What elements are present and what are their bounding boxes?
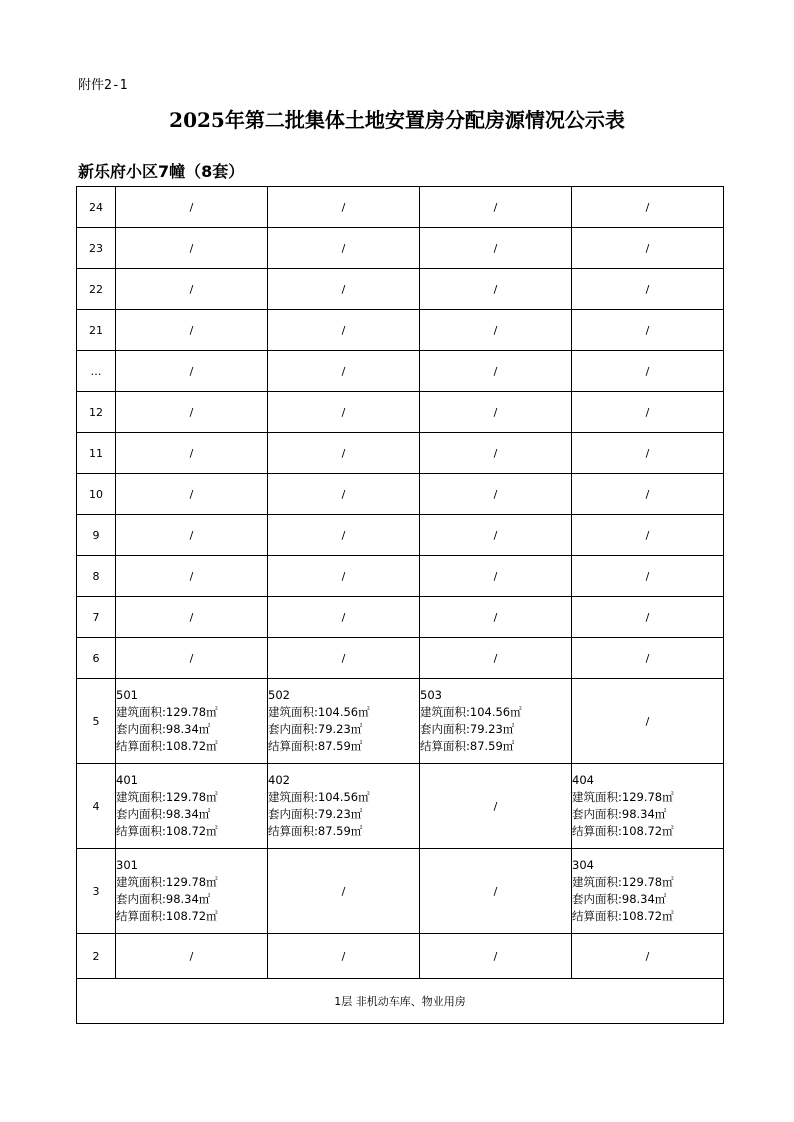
unit-number: 402 — [268, 773, 290, 787]
settlement-area: 结算面积:87.59㎡ — [268, 824, 363, 838]
floor-label: 24 — [77, 187, 116, 228]
unit-number: 503 — [420, 688, 442, 702]
ground-floor-note: 1层 非机动车库、物业用房 — [77, 979, 724, 1024]
table-row — [77, 556, 724, 597]
table-row — [77, 597, 724, 638]
settlement-area: 结算面积:87.59㎡ — [268, 739, 363, 753]
empty-cell: / — [116, 474, 268, 515]
table-row — [77, 187, 724, 228]
building-area: 建筑面积:129.78㎡ — [116, 875, 218, 889]
empty-cell: / — [420, 433, 572, 474]
unit-cell — [268, 764, 420, 849]
unit-cell — [572, 849, 724, 934]
settlement-area: 结算面积:108.72㎡ — [116, 824, 218, 838]
unit-number: 301 — [116, 858, 138, 872]
building-area: 建筑面积:104.56㎡ — [420, 705, 522, 719]
floor-label: 8 — [77, 556, 116, 597]
settlement-area: 结算面积:108.72㎡ — [116, 739, 218, 753]
empty-cell: / — [268, 934, 420, 979]
unit-cell — [268, 679, 420, 764]
empty-cell: / — [420, 597, 572, 638]
unit-cell — [116, 679, 268, 764]
empty-cell: / — [268, 310, 420, 351]
building-area: 建筑面积:129.78㎡ — [116, 790, 218, 804]
settlement-area: 结算面积:108.72㎡ — [116, 909, 218, 923]
empty-cell: / — [572, 556, 724, 597]
empty-cell: / — [572, 679, 724, 764]
empty-cell: / — [420, 187, 572, 228]
empty-cell: / — [116, 269, 268, 310]
empty-cell: / — [572, 392, 724, 433]
floor-label: 7 — [77, 597, 116, 638]
inner-area: 套内面积:98.34㎡ — [116, 722, 211, 736]
unit-cell — [116, 764, 268, 849]
empty-cell: / — [420, 351, 572, 392]
table-row — [77, 351, 724, 392]
settlement-area: 结算面积:87.59㎡ — [420, 739, 515, 753]
empty-cell: / — [116, 351, 268, 392]
empty-cell: / — [420, 934, 572, 979]
table-row — [77, 269, 724, 310]
floor-label: 12 — [77, 392, 116, 433]
building-area: 建筑面积:129.78㎡ — [572, 790, 674, 804]
table-row — [77, 228, 724, 269]
empty-cell: / — [572, 228, 724, 269]
empty-cell: / — [572, 310, 724, 351]
empty-cell: / — [116, 187, 268, 228]
unit-cell — [116, 849, 268, 934]
floor-label: 6 — [77, 638, 116, 679]
floor-label: … — [77, 351, 116, 392]
empty-cell: / — [116, 597, 268, 638]
housing-table — [76, 186, 724, 1024]
table-row — [77, 392, 724, 433]
empty-cell: / — [572, 351, 724, 392]
floor-label: 9 — [77, 515, 116, 556]
table-row — [77, 310, 724, 351]
empty-cell: / — [268, 638, 420, 679]
empty-cell: / — [420, 269, 572, 310]
building-area: 建筑面积:104.56㎡ — [268, 790, 370, 804]
table-row — [77, 679, 724, 764]
floor-label: 22 — [77, 269, 116, 310]
unit-number: 501 — [116, 688, 138, 702]
empty-cell: / — [572, 515, 724, 556]
empty-cell: / — [116, 515, 268, 556]
table-row — [77, 638, 724, 679]
table-row — [77, 849, 724, 934]
inner-area: 套内面积:79.23㎡ — [420, 722, 515, 736]
building-subtitle: 新乐府小区7幢（8套） — [78, 162, 245, 181]
empty-cell: / — [420, 474, 572, 515]
unit-number: 404 — [572, 773, 594, 787]
inner-area: 套内面积:98.34㎡ — [116, 892, 211, 906]
empty-cell: / — [420, 392, 572, 433]
building-area: 建筑面积:129.78㎡ — [572, 875, 674, 889]
empty-cell: / — [116, 228, 268, 269]
floor-label: 3 — [77, 849, 116, 934]
floor-label: 21 — [77, 310, 116, 351]
empty-cell: / — [420, 310, 572, 351]
unit-cell — [572, 764, 724, 849]
floor-label: 23 — [77, 228, 116, 269]
settlement-area: 结算面积:108.72㎡ — [572, 824, 674, 838]
inner-area: 套内面积:79.23㎡ — [268, 807, 363, 821]
empty-cell: / — [268, 515, 420, 556]
unit-number: 502 — [268, 688, 290, 702]
empty-cell: / — [420, 764, 572, 849]
building-area: 建筑面积:104.56㎡ — [268, 705, 370, 719]
empty-cell: / — [268, 269, 420, 310]
floor-label: 5 — [77, 679, 116, 764]
unit-number: 304 — [572, 858, 594, 872]
empty-cell: / — [572, 638, 724, 679]
attachment-label: 附件2-1 — [78, 78, 128, 93]
table-row — [77, 979, 724, 1024]
empty-cell: / — [572, 433, 724, 474]
floor-label: 10 — [77, 474, 116, 515]
table-row — [77, 433, 724, 474]
empty-cell: / — [420, 556, 572, 597]
table-row — [77, 764, 724, 849]
empty-cell: / — [572, 597, 724, 638]
empty-cell: / — [420, 515, 572, 556]
page-title: 2025年第二批集体土地安置房分配房源情况公示表 — [169, 108, 625, 132]
empty-cell: / — [268, 187, 420, 228]
empty-cell: / — [420, 228, 572, 269]
empty-cell: / — [420, 638, 572, 679]
empty-cell: / — [116, 638, 268, 679]
empty-cell: / — [268, 474, 420, 515]
empty-cell: / — [572, 269, 724, 310]
empty-cell: / — [268, 849, 420, 934]
floor-label: 11 — [77, 433, 116, 474]
empty-cell: / — [572, 934, 724, 979]
floor-label: 2 — [77, 934, 116, 979]
unit-number: 401 — [116, 773, 138, 787]
empty-cell: / — [572, 187, 724, 228]
table-row — [77, 515, 724, 556]
table-row — [77, 934, 724, 979]
empty-cell: / — [268, 228, 420, 269]
empty-cell: / — [268, 351, 420, 392]
floor-label: 4 — [77, 764, 116, 849]
unit-cell — [420, 679, 572, 764]
empty-cell: / — [268, 433, 420, 474]
empty-cell: / — [268, 556, 420, 597]
empty-cell: / — [116, 392, 268, 433]
building-area: 建筑面积:129.78㎡ — [116, 705, 218, 719]
empty-cell: / — [116, 934, 268, 979]
empty-cell: / — [268, 597, 420, 638]
empty-cell: / — [572, 474, 724, 515]
inner-area: 套内面积:79.23㎡ — [268, 722, 363, 736]
settlement-area: 结算面积:108.72㎡ — [572, 909, 674, 923]
table-row — [77, 474, 724, 515]
inner-area: 套内面积:98.34㎡ — [572, 892, 667, 906]
empty-cell: / — [116, 310, 268, 351]
inner-area: 套内面积:98.34㎡ — [116, 807, 211, 821]
empty-cell: / — [420, 849, 572, 934]
inner-area: 套内面积:98.34㎡ — [572, 807, 667, 821]
empty-cell: / — [268, 392, 420, 433]
empty-cell: / — [116, 433, 268, 474]
empty-cell: / — [116, 556, 268, 597]
